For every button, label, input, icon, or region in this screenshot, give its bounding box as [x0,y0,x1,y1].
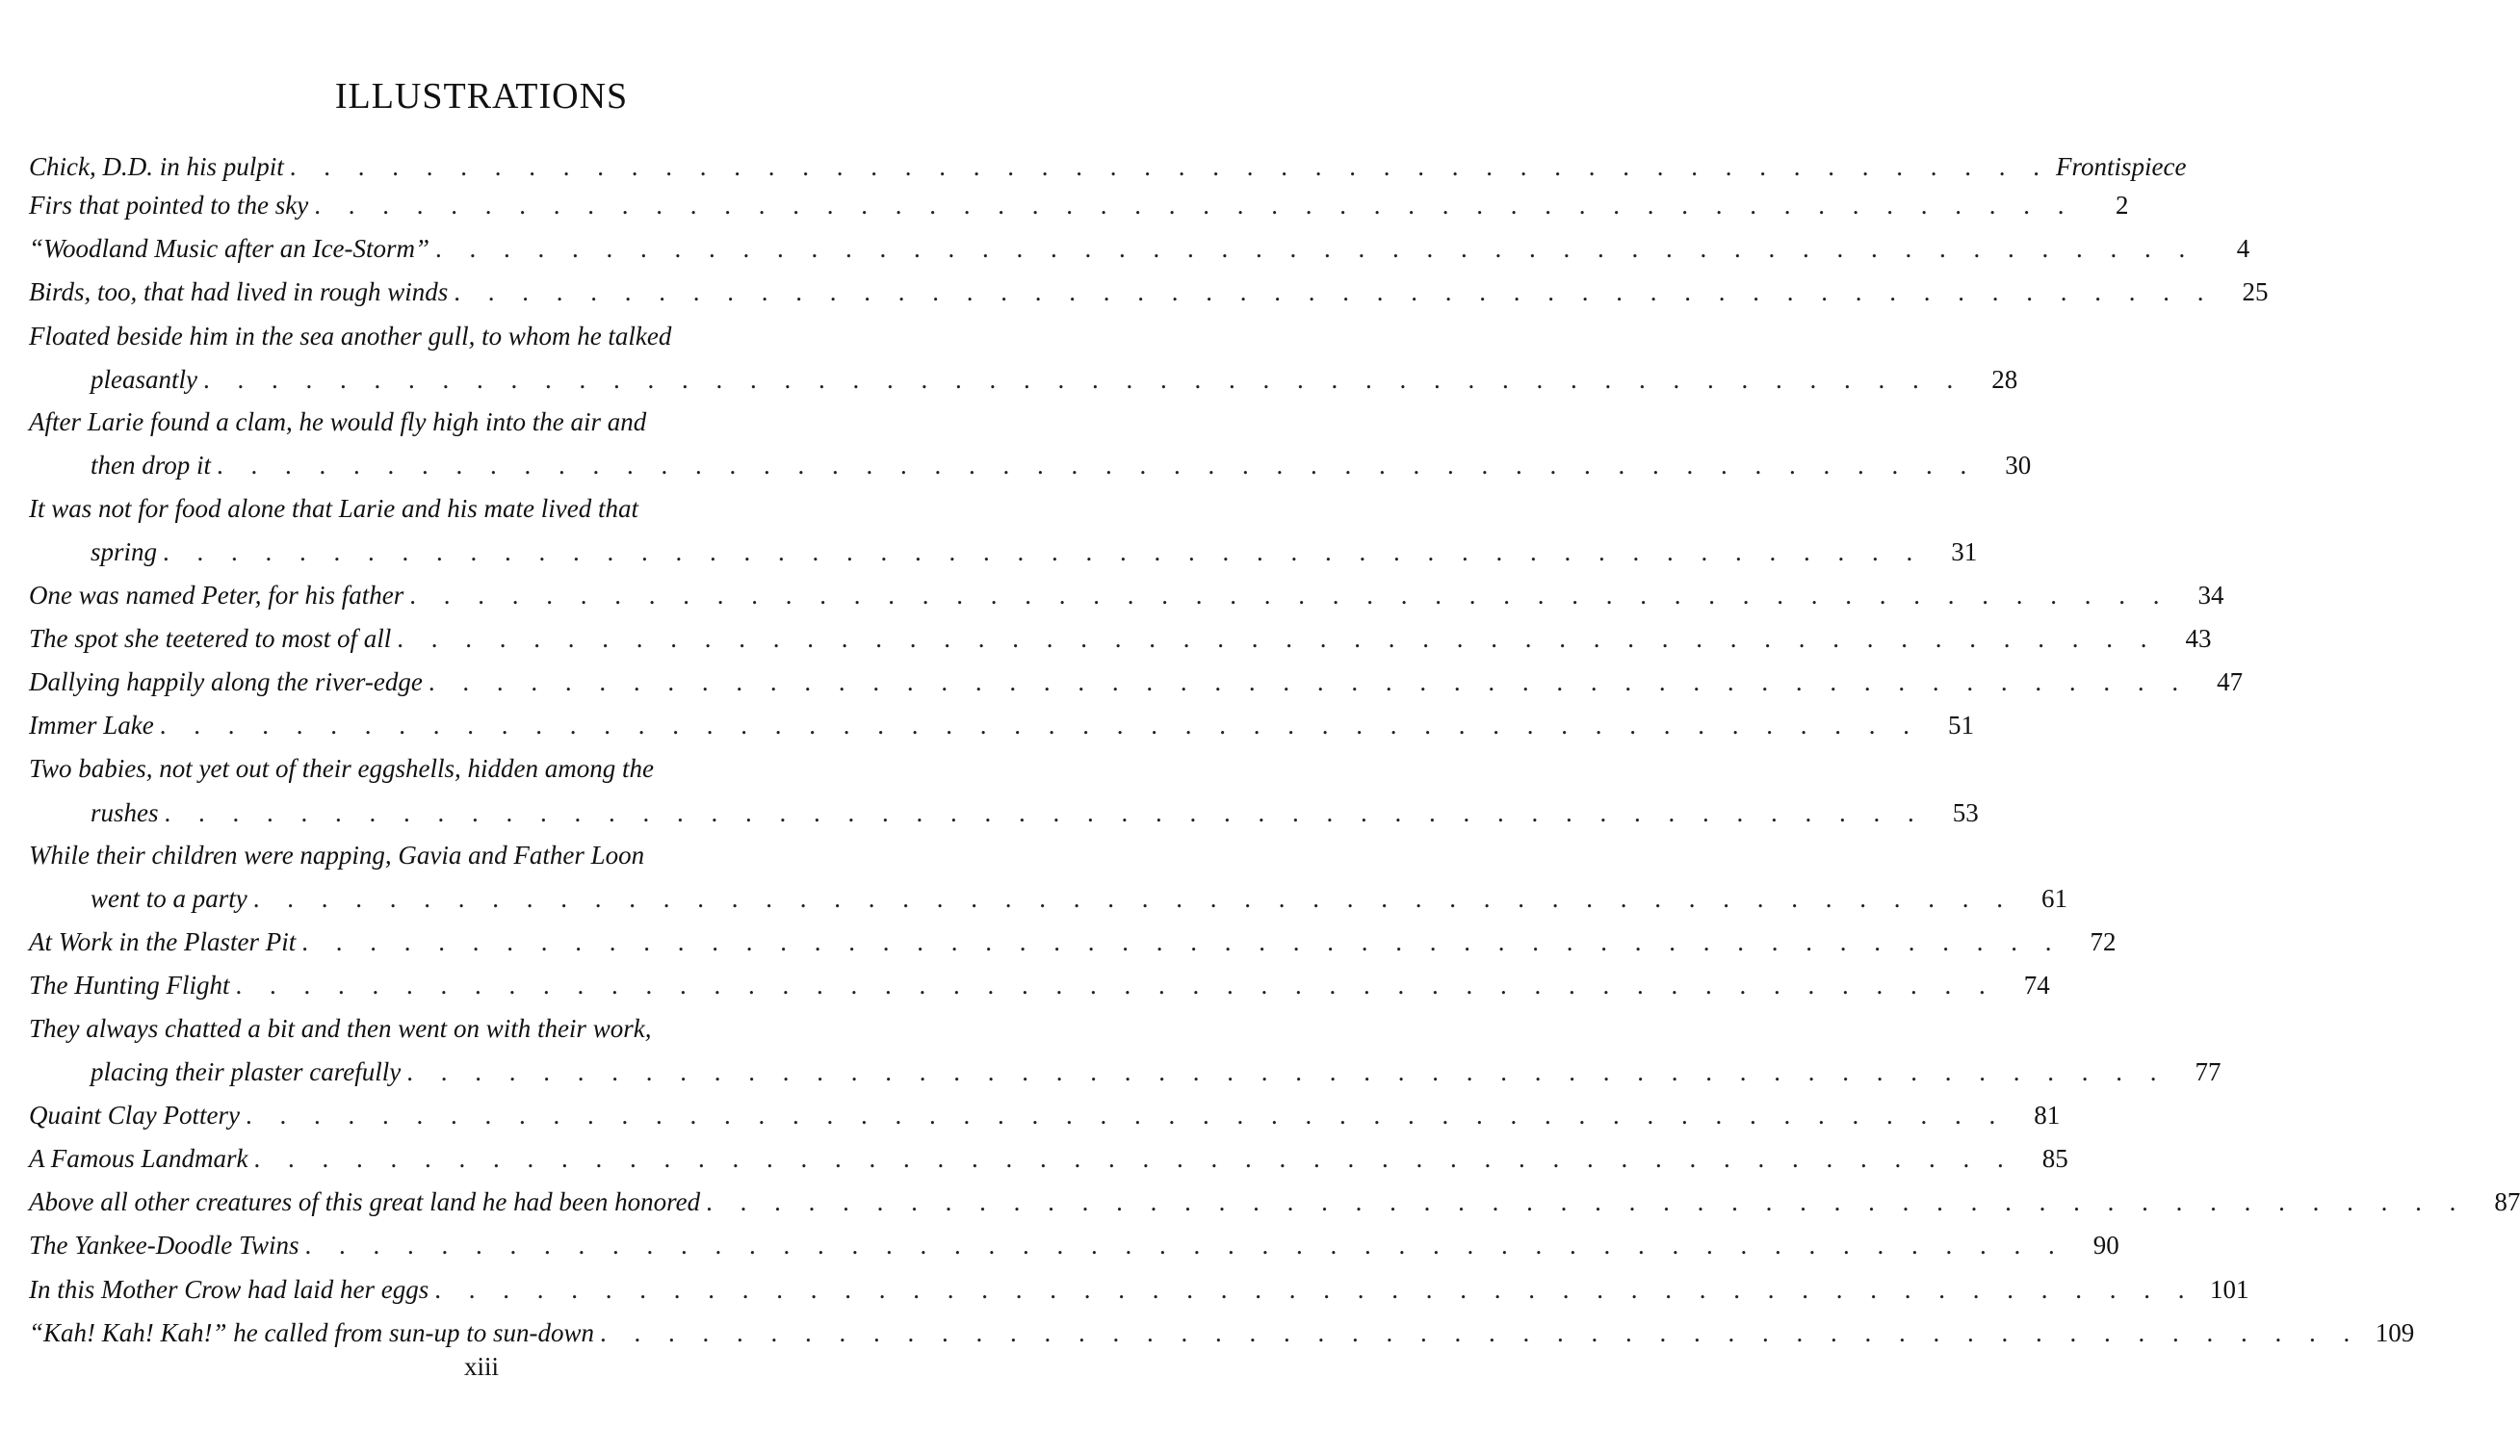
illustration-caption: Above all other creatures of this great land he had been honored [29,1187,701,1217]
illustration-caption: Firs that pointed to the sky [29,191,309,220]
illustration-page-number: 2 [2115,191,2129,220]
illustration-caption: In this Mother Crow had laid her eggs [29,1274,429,1304]
illustration-caption: Immer Lake [29,711,154,741]
illustration-entry-continuation [29,537,1978,581]
illustration-page-number: 51 [1947,711,1974,741]
illustration-page-number: 4 [2236,234,2250,264]
illustration-page-number: 109 [2375,1317,2415,1347]
illustration-entry-continuation [29,451,2032,494]
dot-leader [401,1057,2172,1087]
illustration-page-number: 74 [2023,970,2050,1000]
illustration-caption: The spot she teetered to most of all [29,623,392,653]
illustration-entry [29,191,2129,234]
dot-leader [429,234,2201,264]
illustration-page-number: 101 [2210,1274,2249,1304]
illustration-caption: After Larie found a clam, he would fly high into the air and [29,407,647,437]
illustration-entry [29,1100,2061,1144]
dot-leader [429,1275,2200,1305]
illustration-entry [29,711,1974,754]
illustration-caption: “Woodland Music after an Ice-Storm” [29,234,429,264]
illustration-page-number: 85 [2041,1144,2068,1173]
illustration-page-number: 72 [2090,926,2117,956]
illustration-entry [29,234,2250,277]
dot-leader [240,1101,2012,1131]
illustration-page-number: 31 [1951,537,1978,567]
illustration-entry [29,580,2224,624]
page-number: xiii [463,1352,499,1381]
illustration-entry [29,1144,2068,1187]
illustration-entry [29,667,2244,711]
illustration-caption: rushes [91,797,159,827]
illustration-caption: Floated beside him in the sea another gull, to whom he talked [29,321,672,351]
illustration-page-number: 87 [2494,1187,2520,1217]
illustration-caption: One was named Peter, for his father [29,580,404,610]
dot-leader [230,971,2002,1001]
illustration-entry [29,623,2212,667]
illustration-caption: The Yankee-Doodle Twins [29,1231,299,1261]
illustration-page-number: 81 [2034,1100,2061,1130]
illustration-caption: It was not for food alone that Larie and his mate lived that [29,493,638,523]
dot-leader [296,927,2067,957]
illustration-page-number: 25 [2242,277,2269,307]
illustration-caption: Birds, too, that had lived in rough winds [29,277,449,307]
dot-leader [448,277,2220,307]
illustration-page-number: Frontispiece [2056,152,2187,181]
dot-leader [594,1318,2366,1348]
illustration-page-number: 53 [1952,797,1979,827]
illustrations-list [29,152,2520,1362]
illustration-caption: Quaint Clay Pottery [29,1100,240,1130]
dot-leader [700,1187,2472,1217]
illustration-entry [29,926,2117,971]
illustration-entry [29,1274,2249,1318]
illustration-caption: They always chatted a bit and then went on with their work, [29,1014,652,1044]
illustration-entry [29,754,934,797]
dot-leader [248,1144,2020,1174]
illustration-caption: Chick, D.D. in his pulpit [29,152,284,181]
illustration-caption: went to a party [91,884,247,914]
illustration-page-number: 90 [2092,1231,2119,1261]
page-title: ILLUSTRATIONS [334,76,629,117]
illustration-page-number: 47 [2217,667,2244,696]
dot-leader [211,451,1983,481]
illustration-entry [29,322,934,365]
dot-leader [247,884,2019,914]
illustration-page-number: 61 [2041,884,2067,914]
illustration-caption: The Hunting Flight [29,970,230,1000]
illustration-entry [29,1187,2520,1231]
illustration-caption: At Work in the Plaster Pit [29,926,297,956]
illustration-caption: Two babies, not yet out of their eggshells, hidden among the [29,754,654,784]
illustration-entry [29,494,934,537]
illustration-caption: While their children were napping, Gavia and Father Loon [29,841,645,871]
illustration-entry-continuation [29,1057,2221,1101]
illustration-caption: then drop it [91,451,211,481]
illustration-caption: spring [91,537,158,567]
illustration-entry [29,1231,2119,1274]
dot-leader [197,365,1969,395]
illustration-caption: pleasantly [91,364,197,394]
illustration-page-number: 77 [2195,1057,2221,1087]
illustration-page-number: 34 [2197,580,2224,610]
dot-leader [157,537,1929,567]
illustration-entry [29,970,2050,1014]
illustration-caption: Dallying happily along the river-edge [29,667,423,696]
illustration-page-number: 43 [2185,623,2212,653]
illustration-entry [29,277,2269,321]
dot-leader [154,711,1926,741]
illustration-entry-continuation [29,884,2067,927]
illustration-caption: A Famous Landmark [29,1144,248,1173]
dot-leader [308,191,2080,221]
dot-leader [284,152,2056,182]
dot-leader [159,798,1931,828]
dot-leader [403,581,2175,611]
illustration-entry [29,1014,934,1057]
illustration-entry-continuation [29,797,1979,842]
illustration-entry-continuation [29,364,2018,408]
illustration-caption: placing their plaster carefully [91,1057,402,1087]
illustration-page-number: 30 [2005,451,2032,481]
dot-leader [299,1231,2071,1261]
illustration-entry [29,407,934,451]
dot-leader [391,624,2163,654]
illustration-entry [29,841,934,884]
illustration-entry [29,152,2187,191]
dot-leader [423,667,2195,697]
illustration-caption: “Kah! Kah! Kah!” he called from sun-up to sun-down [29,1317,594,1347]
illustration-page-number: 28 [1991,364,2018,394]
